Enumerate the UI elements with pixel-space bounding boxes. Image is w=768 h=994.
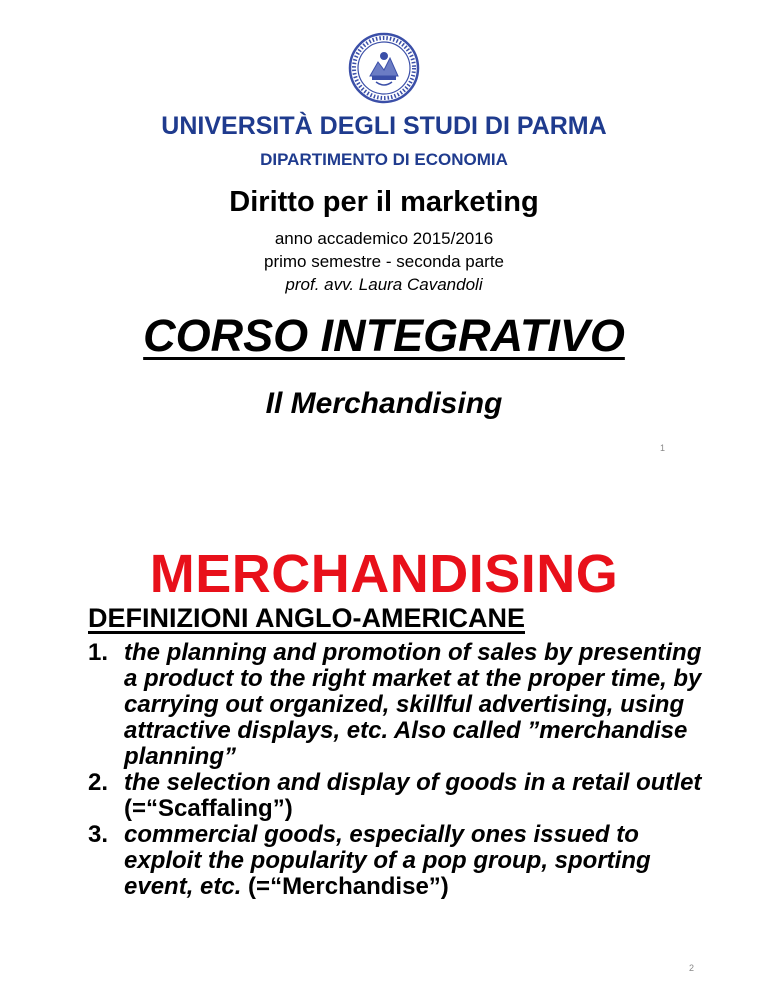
university-name: UNIVERSITÀ DEGLI STUDI DI PARMA — [161, 112, 607, 140]
semester: primo semestre - seconda parte — [264, 252, 504, 271]
course-title: Diritto per il marketing — [229, 186, 539, 218]
slide-subtitle: Il Merchandising — [265, 387, 503, 420]
definitions-list — [88, 640, 708, 900]
item-number: 3. — [88, 821, 109, 848]
page-number: 1 — [660, 443, 666, 453]
list-item — [88, 640, 708, 770]
professor: prof. avv. Laura Cavandoli — [285, 275, 483, 294]
definition-note: (=“Scaffaling”) — [124, 795, 293, 822]
definition-text: the planning and promotion of sales by presenting a product to the right market at the proper time, by carrying out organized, skillful advertising, using attractive displays, etc. Also called ”merchandise planning” — [124, 639, 702, 770]
definition-note: (=“Merchandise”) — [241, 873, 449, 900]
department-name: DIPARTIMENTO DI ECONOMIA — [260, 150, 508, 169]
list-item — [88, 822, 708, 900]
definitions-heading: DEFINIZIONI ANGLO-AMERICANE — [88, 603, 525, 633]
slide-heading: CORSO INTEGRATIVO — [143, 310, 625, 361]
list-item — [88, 770, 708, 822]
slide-title: MERCHANDISING — [149, 544, 619, 604]
academic-year: anno accademico 2015/2016 — [274, 229, 494, 248]
definition-text: commercial goods, especially ones issued to exploit the popularity of a pop group, sporting event, etc. — [124, 821, 651, 900]
university-seal-icon — [348, 32, 420, 104]
page-number: 2 — [689, 963, 695, 973]
slide-1 — [0, 0, 768, 470]
item-number: 2. — [88, 769, 109, 796]
definition-text: the selection and display of goods in a retail outlet — [124, 769, 702, 796]
item-number: 1. — [88, 639, 109, 666]
